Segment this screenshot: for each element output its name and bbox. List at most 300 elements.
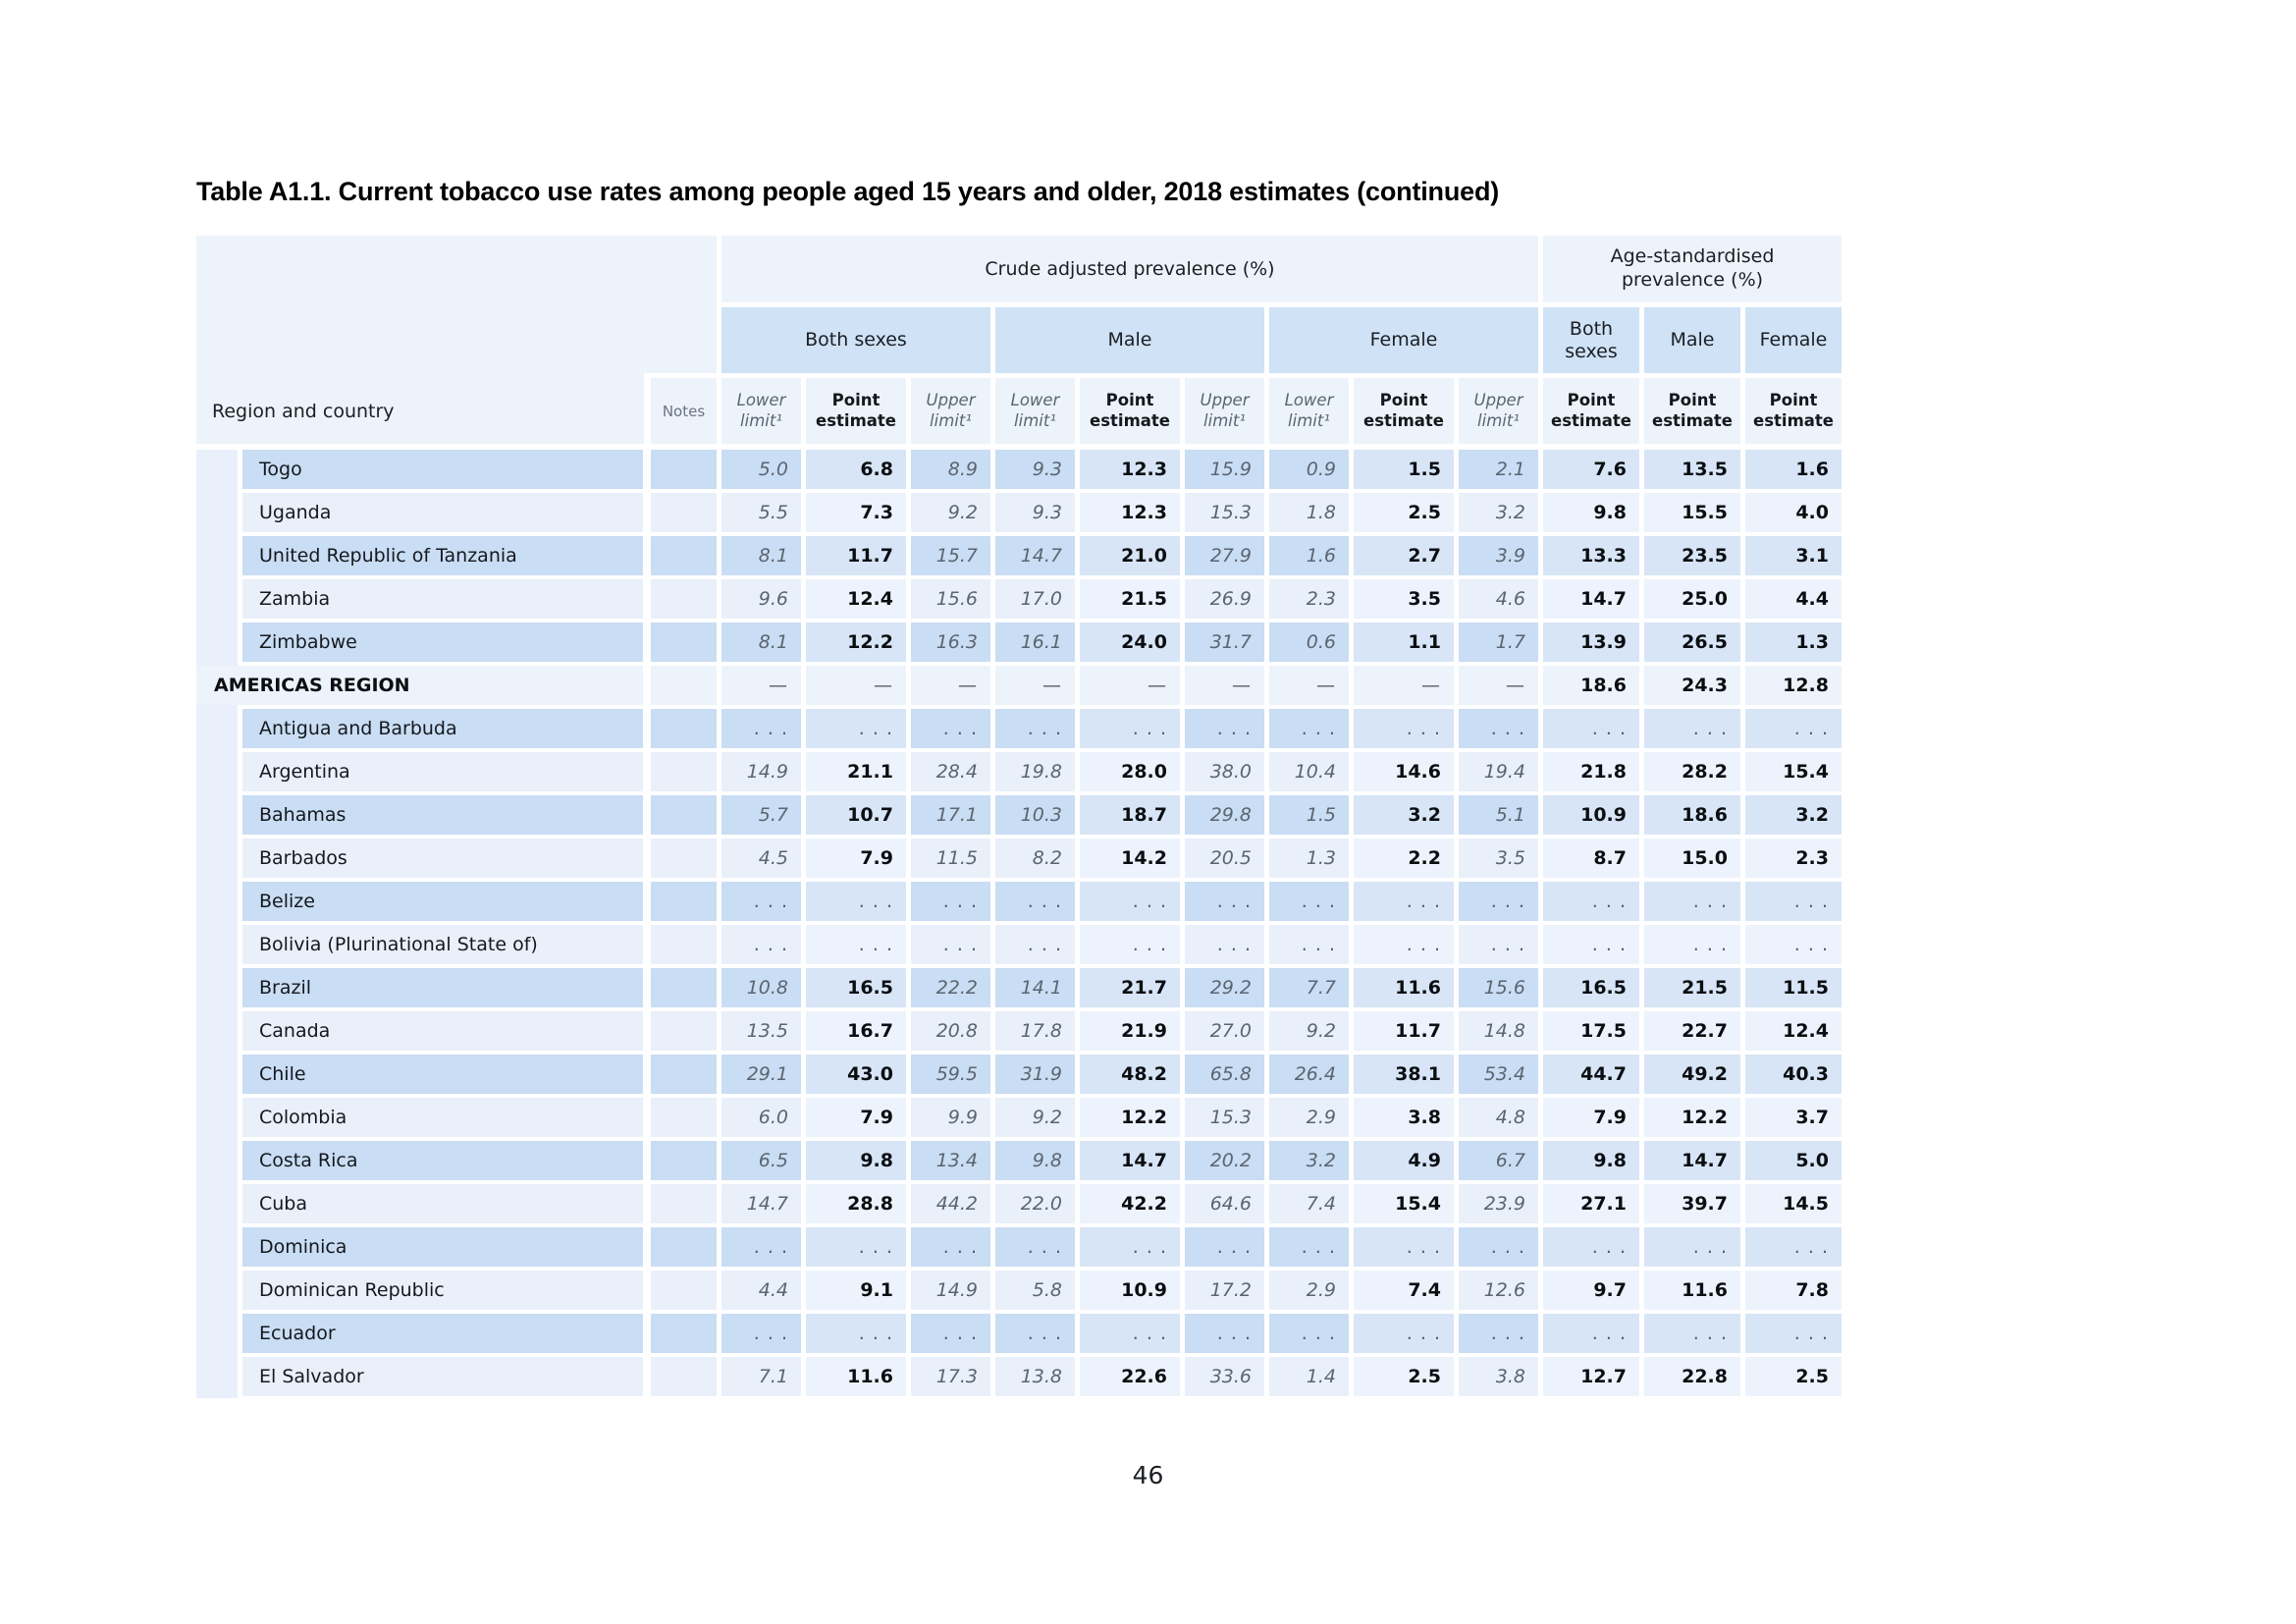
value-cell: . . . (1459, 709, 1538, 748)
table-row (196, 1011, 1842, 1051)
agestd-both-sexes-header: Both sexes (1543, 307, 1639, 373)
value-cell: 15.6 (1459, 968, 1538, 1007)
value-cell: 9.8 (995, 1141, 1075, 1180)
value-cell: 42.2 (1080, 1184, 1180, 1223)
value-cell: — (1269, 666, 1349, 705)
value-cell: 21.0 (1080, 536, 1180, 575)
notes-cell (651, 1314, 717, 1353)
value-cell: . . . (1459, 1227, 1538, 1267)
indent-cell (196, 1011, 238, 1051)
value-cell: . . . (1543, 882, 1639, 921)
value-cell: 1.7 (1459, 623, 1538, 662)
table-title: Table A1.1. Current tobacco use rates among people aged 15 years and older, 2018 estimates (continued) (196, 177, 1500, 206)
indent-cell (196, 1271, 238, 1310)
indent-cell (196, 1184, 238, 1223)
value-cell: 7.6 (1543, 450, 1639, 489)
value-cell: . . . (1080, 925, 1180, 964)
value-cell: 6.5 (721, 1141, 801, 1180)
value-cell: 1.3 (1745, 623, 1842, 662)
value-cell: 15.3 (1185, 493, 1264, 532)
value-cell: 22.2 (911, 968, 990, 1007)
indent-cell (196, 579, 238, 619)
value-cell: — (1459, 666, 1538, 705)
point-estimate-header: Point estimate (1354, 378, 1454, 444)
value-cell: 21.9 (1080, 1011, 1180, 1051)
value-cell: 15.3 (1185, 1098, 1264, 1137)
value-cell: 2.7 (1354, 536, 1454, 575)
page-number: 46 (1132, 1461, 1164, 1489)
value-cell: 26.4 (1269, 1055, 1349, 1094)
table-row (196, 1314, 1842, 1353)
value-cell: 24.0 (1080, 623, 1180, 662)
value-cell: 9.8 (1543, 1141, 1639, 1180)
value-cell: 59.5 (911, 1055, 990, 1094)
notes-cell (651, 1184, 717, 1223)
value-cell: 14.9 (721, 752, 801, 791)
value-cell: 11.6 (806, 1357, 906, 1396)
value-cell: 14.9 (911, 1271, 990, 1310)
country-name-cell: Barbados (242, 839, 643, 878)
value-cell: . . . (1354, 1227, 1454, 1267)
value-cell: 15.4 (1354, 1184, 1454, 1223)
value-cell: 21.1 (806, 752, 906, 791)
value-cell: 7.3 (806, 493, 906, 532)
crude-prevalence-header: Crude adjusted prevalence (%) (721, 236, 1538, 302)
value-cell: . . . (1080, 882, 1180, 921)
value-cell: . . . (721, 1227, 801, 1267)
value-cell: 12.2 (806, 623, 906, 662)
indent-cell (196, 1141, 238, 1180)
value-cell: . . . (1269, 709, 1349, 748)
value-cell: 4.5 (721, 839, 801, 878)
value-cell: 9.3 (995, 450, 1075, 489)
value-cell: 7.9 (1543, 1098, 1639, 1137)
value-cell: 9.8 (1543, 493, 1639, 532)
value-cell: . . . (1354, 1314, 1454, 1353)
value-cell: . . . (1354, 925, 1454, 964)
value-cell: 44.2 (911, 1184, 990, 1223)
value-cell: 4.0 (1745, 493, 1842, 532)
lower-limit-header: Lower limit¹ (1269, 378, 1349, 444)
value-cell: 8.2 (995, 839, 1075, 878)
value-cell: 4.6 (1459, 579, 1538, 619)
value-cell: 15.7 (911, 536, 990, 575)
notes-cell (651, 1011, 717, 1051)
country-name-cell: Togo (242, 450, 643, 489)
value-cell: 17.1 (911, 795, 990, 835)
value-cell: . . . (806, 1227, 906, 1267)
value-cell: 0.9 (1269, 450, 1349, 489)
value-cell: 22.0 (995, 1184, 1075, 1223)
value-cell: . . . (995, 882, 1075, 921)
value-cell: 7.4 (1354, 1271, 1454, 1310)
value-cell: . . . (1543, 1314, 1639, 1353)
value-cell: 20.5 (1185, 839, 1264, 878)
value-cell: 1.4 (1269, 1357, 1349, 1396)
country-name-cell: El Salvador (242, 1357, 643, 1396)
value-cell: 6.0 (721, 1098, 801, 1137)
value-cell: — (1354, 666, 1454, 705)
notes-cell (651, 1098, 717, 1137)
value-cell: 5.5 (721, 493, 801, 532)
value-cell: 16.7 (806, 1011, 906, 1051)
value-cell: 13.5 (1644, 450, 1740, 489)
value-cell: 13.3 (1543, 536, 1639, 575)
value-cell: . . . (1644, 709, 1740, 748)
value-cell: 17.3 (911, 1357, 990, 1396)
value-cell: 33.6 (1185, 1357, 1264, 1396)
value-cell: — (911, 666, 990, 705)
value-cell: . . . (995, 1314, 1075, 1353)
table-row (196, 968, 1842, 1007)
value-cell: . . . (806, 1314, 906, 1353)
value-cell: 13.9 (1543, 623, 1639, 662)
value-cell: 26.9 (1185, 579, 1264, 619)
value-cell: 14.7 (1080, 1141, 1180, 1180)
value-cell: . . . (1644, 1227, 1740, 1267)
notes-cell (651, 666, 717, 705)
country-name-cell: Bahamas (242, 795, 643, 835)
value-cell: 27.0 (1185, 1011, 1264, 1051)
value-cell: . . . (1745, 1227, 1842, 1267)
country-name-cell: Zimbabwe (242, 623, 643, 662)
value-cell: 11.6 (1354, 968, 1454, 1007)
value-cell: . . . (1354, 709, 1454, 748)
value-cell: . . . (1745, 709, 1842, 748)
value-cell: 20.8 (911, 1011, 990, 1051)
table-row (196, 1271, 1842, 1310)
value-cell: . . . (1543, 1227, 1639, 1267)
agestd-female-header: Female (1745, 307, 1842, 373)
value-cell: 3.2 (1745, 795, 1842, 835)
value-cell: . . . (1644, 925, 1740, 964)
value-cell: 7.9 (806, 1098, 906, 1137)
table-row (196, 450, 1842, 489)
value-cell: 11.5 (911, 839, 990, 878)
country-name-cell: Brazil (242, 968, 643, 1007)
value-cell: 12.3 (1080, 493, 1180, 532)
value-cell: 3.9 (1459, 536, 1538, 575)
crude-male-header: Male (995, 307, 1264, 373)
value-cell: 9.1 (806, 1271, 906, 1310)
value-cell: 4.8 (1459, 1098, 1538, 1137)
value-cell: 4.9 (1354, 1141, 1454, 1180)
value-cell: 29.2 (1185, 968, 1264, 1007)
value-cell: 25.0 (1644, 579, 1740, 619)
value-cell: 14.7 (1644, 1141, 1740, 1180)
value-cell: 5.1 (1459, 795, 1538, 835)
value-cell: . . . (911, 709, 990, 748)
table-row (196, 1098, 1842, 1137)
value-cell: . . . (1080, 1314, 1180, 1353)
age-standardised-header: Age-standardised prevalence (%) (1543, 236, 1842, 302)
value-cell: 11.5 (1745, 968, 1842, 1007)
value-cell: . . . (1745, 925, 1842, 964)
country-name-cell: Ecuador (242, 1314, 643, 1353)
value-cell: . . . (1269, 882, 1349, 921)
value-cell: 2.5 (1354, 493, 1454, 532)
value-cell: 1.1 (1354, 623, 1454, 662)
value-cell: 17.8 (995, 1011, 1075, 1051)
country-name-cell: Dominican Republic (242, 1271, 643, 1310)
value-cell: 12.8 (1745, 666, 1842, 705)
value-cell: 4.4 (721, 1271, 801, 1310)
value-cell: . . . (1354, 882, 1454, 921)
crude-both-sexes-header: Both sexes (721, 307, 990, 373)
value-cell: 18.6 (1543, 666, 1639, 705)
value-cell: 11.6 (1644, 1271, 1740, 1310)
value-cell: 29.8 (1185, 795, 1264, 835)
notes-cell (651, 1141, 717, 1180)
value-cell: 28.4 (911, 752, 990, 791)
value-cell: 2.5 (1354, 1357, 1454, 1396)
value-cell: 14.6 (1354, 752, 1454, 791)
value-cell: 14.2 (1080, 839, 1180, 878)
value-cell: 8.1 (721, 623, 801, 662)
value-cell: 2.2 (1354, 839, 1454, 878)
country-name-cell: Belize (242, 882, 643, 921)
value-cell: 10.8 (721, 968, 801, 1007)
lower-limit-header: Lower limit¹ (995, 378, 1075, 444)
value-cell: 4.4 (1745, 579, 1842, 619)
country-name-cell: Costa Rica (242, 1141, 643, 1180)
value-cell: 9.2 (1269, 1011, 1349, 1051)
table-row (196, 1357, 1842, 1396)
value-cell: 0.6 (1269, 623, 1349, 662)
value-cell: 3.5 (1354, 579, 1454, 619)
value-cell: 6.8 (806, 450, 906, 489)
value-cell: 3.2 (1354, 795, 1454, 835)
table-row (196, 925, 1842, 964)
value-cell: — (995, 666, 1075, 705)
value-cell: . . . (721, 882, 801, 921)
value-cell: . . . (1745, 882, 1842, 921)
value-cell: 10.9 (1543, 795, 1639, 835)
value-cell: . . . (1459, 882, 1538, 921)
upper-limit-header: Upper limit¹ (911, 378, 990, 444)
indent-cell (196, 493, 238, 532)
value-cell: 12.4 (806, 579, 906, 619)
value-cell: . . . (995, 1227, 1075, 1267)
value-cell: . . . (1745, 1314, 1842, 1353)
table-row (196, 623, 1842, 662)
value-cell: 10.3 (995, 795, 1075, 835)
value-cell: 43.0 (806, 1055, 906, 1094)
value-cell: . . . (1269, 1227, 1349, 1267)
value-cell: 31.9 (995, 1055, 1075, 1094)
value-cell: 38.0 (1185, 752, 1264, 791)
value-cell: . . . (1459, 1314, 1538, 1353)
point-estimate-header: Point estimate (1543, 378, 1639, 444)
value-cell: 2.9 (1269, 1098, 1349, 1137)
value-cell: . . . (1185, 1227, 1264, 1267)
value-cell: 27.1 (1543, 1184, 1639, 1223)
table-row (196, 1141, 1842, 1180)
value-cell: . . . (911, 1227, 990, 1267)
value-cell: 44.7 (1543, 1055, 1639, 1094)
region-row (196, 666, 1842, 705)
value-cell: 14.7 (721, 1184, 801, 1223)
value-cell: 1.8 (1269, 493, 1349, 532)
value-cell: 7.9 (806, 839, 906, 878)
value-cell: 10.7 (806, 795, 906, 835)
value-cell: 14.8 (1459, 1011, 1538, 1051)
value-cell: 29.1 (721, 1055, 801, 1094)
table-row (196, 1055, 1842, 1094)
value-cell: 40.3 (1745, 1055, 1842, 1094)
value-cell: 27.9 (1185, 536, 1264, 575)
value-cell: 22.8 (1644, 1357, 1740, 1396)
value-cell: 20.2 (1185, 1141, 1264, 1180)
value-cell: 49.2 (1644, 1055, 1740, 1094)
value-cell: 9.2 (995, 1098, 1075, 1137)
value-cell: 2.3 (1745, 839, 1842, 878)
country-name-cell: Colombia (242, 1098, 643, 1137)
value-cell: 8.1 (721, 536, 801, 575)
value-cell: 2.9 (1269, 1271, 1349, 1310)
value-cell: . . . (1080, 709, 1180, 748)
value-cell: 64.6 (1185, 1184, 1264, 1223)
indent-cell (196, 623, 238, 662)
value-cell: 39.7 (1644, 1184, 1740, 1223)
value-cell: . . . (911, 882, 990, 921)
value-cell: 3.8 (1459, 1357, 1538, 1396)
value-cell: . . . (1269, 1314, 1349, 1353)
value-cell: 5.0 (721, 450, 801, 489)
value-cell: . . . (1185, 925, 1264, 964)
value-cell: 1.6 (1745, 450, 1842, 489)
table-row (196, 1184, 1842, 1223)
notes-cell (651, 623, 717, 662)
value-cell: 21.8 (1543, 752, 1639, 791)
country-name-cell: Bolivia (Plurinational State of) (242, 925, 643, 964)
indent-cell (196, 1314, 238, 1353)
value-cell: 21.5 (1080, 579, 1180, 619)
indent-cell (196, 536, 238, 575)
value-cell: . . . (806, 925, 906, 964)
value-cell: 3.5 (1459, 839, 1538, 878)
value-cell: 16.1 (995, 623, 1075, 662)
upper-limit-header: Upper limit¹ (1459, 378, 1538, 444)
value-cell: 14.5 (1745, 1184, 1842, 1223)
value-cell: . . . (1644, 882, 1740, 921)
value-cell: 7.8 (1745, 1271, 1842, 1310)
value-cell: 9.3 (995, 493, 1075, 532)
value-cell: — (1185, 666, 1264, 705)
value-cell: 22.7 (1644, 1011, 1740, 1051)
notes-cell (651, 839, 717, 878)
value-cell: 13.8 (995, 1357, 1075, 1396)
value-cell: 1.6 (1269, 536, 1349, 575)
value-cell: . . . (1080, 1227, 1180, 1267)
point-estimate-header: Point estimate (806, 378, 906, 444)
value-cell: 3.2 (1269, 1141, 1349, 1180)
notes-cell (651, 493, 717, 532)
table-row (196, 1227, 1842, 1267)
indent-cell (196, 795, 238, 835)
value-cell: 12.7 (1543, 1357, 1639, 1396)
notes-cell (651, 709, 717, 748)
value-cell: 31.7 (1185, 623, 1264, 662)
value-cell: 13.4 (911, 1141, 990, 1180)
data-table (196, 236, 1842, 1400)
value-cell: 9.6 (721, 579, 801, 619)
value-cell: 6.7 (1459, 1141, 1538, 1180)
value-cell: . . . (995, 925, 1075, 964)
country-name-cell: Antigua and Barbuda (242, 709, 643, 748)
table-row (196, 839, 1842, 878)
country-name-cell: Dominica (242, 1227, 643, 1267)
value-cell: 5.7 (721, 795, 801, 835)
table-row (196, 579, 1842, 619)
column-header-row (721, 378, 1842, 444)
value-cell: 9.8 (806, 1141, 906, 1180)
value-cell: 3.8 (1354, 1098, 1454, 1137)
value-cell: 15.0 (1644, 839, 1740, 878)
value-cell: 8.7 (1543, 839, 1639, 878)
country-name-cell: Uganda (242, 493, 643, 532)
table-row (196, 752, 1842, 791)
value-cell: 15.6 (911, 579, 990, 619)
value-cell: 11.7 (806, 536, 906, 575)
indent-cell (196, 1227, 238, 1267)
value-cell: 19.8 (995, 752, 1075, 791)
point-estimate-header: Point estimate (1644, 378, 1740, 444)
value-cell: 8.9 (911, 450, 990, 489)
value-cell: 11.7 (1354, 1011, 1454, 1051)
value-cell: 14.1 (995, 968, 1075, 1007)
value-cell: . . . (1459, 925, 1538, 964)
value-cell: . . . (721, 1314, 801, 1353)
divider (644, 373, 651, 444)
value-cell: 16.5 (1543, 968, 1639, 1007)
value-cell: 3.2 (1459, 493, 1538, 532)
value-cell: 14.7 (1543, 579, 1639, 619)
value-cell: 22.6 (1080, 1357, 1180, 1396)
table-row (196, 795, 1842, 835)
notes-cell (651, 968, 717, 1007)
country-name-cell: United Republic of Tanzania (242, 536, 643, 575)
value-cell: 10.9 (1080, 1271, 1180, 1310)
value-cell: . . . (721, 709, 801, 748)
value-cell: 12.4 (1745, 1011, 1842, 1051)
value-cell: 9.9 (911, 1098, 990, 1137)
indent-cell (196, 1098, 238, 1137)
notes-cell (651, 1271, 717, 1310)
value-cell: 17.0 (995, 579, 1075, 619)
value-cell: 15.4 (1745, 752, 1842, 791)
value-cell: . . . (1185, 882, 1264, 921)
country-name-cell: Cuba (242, 1184, 643, 1223)
value-cell: . . . (806, 882, 906, 921)
value-cell: 17.2 (1185, 1271, 1264, 1310)
sex-group-header-row (721, 307, 1842, 373)
value-cell: 1.5 (1269, 795, 1349, 835)
header-region-country-panel (196, 236, 717, 444)
value-cell: . . . (995, 709, 1075, 748)
value-cell: 28.0 (1080, 752, 1180, 791)
value-cell: 3.1 (1745, 536, 1842, 575)
value-cell: 9.7 (1543, 1271, 1639, 1310)
value-cell: 21.7 (1080, 968, 1180, 1007)
value-cell: 5.0 (1745, 1141, 1842, 1180)
point-estimate-header: Point estimate (1745, 378, 1842, 444)
value-cell: — (806, 666, 906, 705)
value-cell: 17.5 (1543, 1011, 1639, 1051)
value-cell: . . . (1185, 709, 1264, 748)
value-cell: 2.5 (1745, 1357, 1842, 1396)
indent-cell (196, 882, 238, 921)
